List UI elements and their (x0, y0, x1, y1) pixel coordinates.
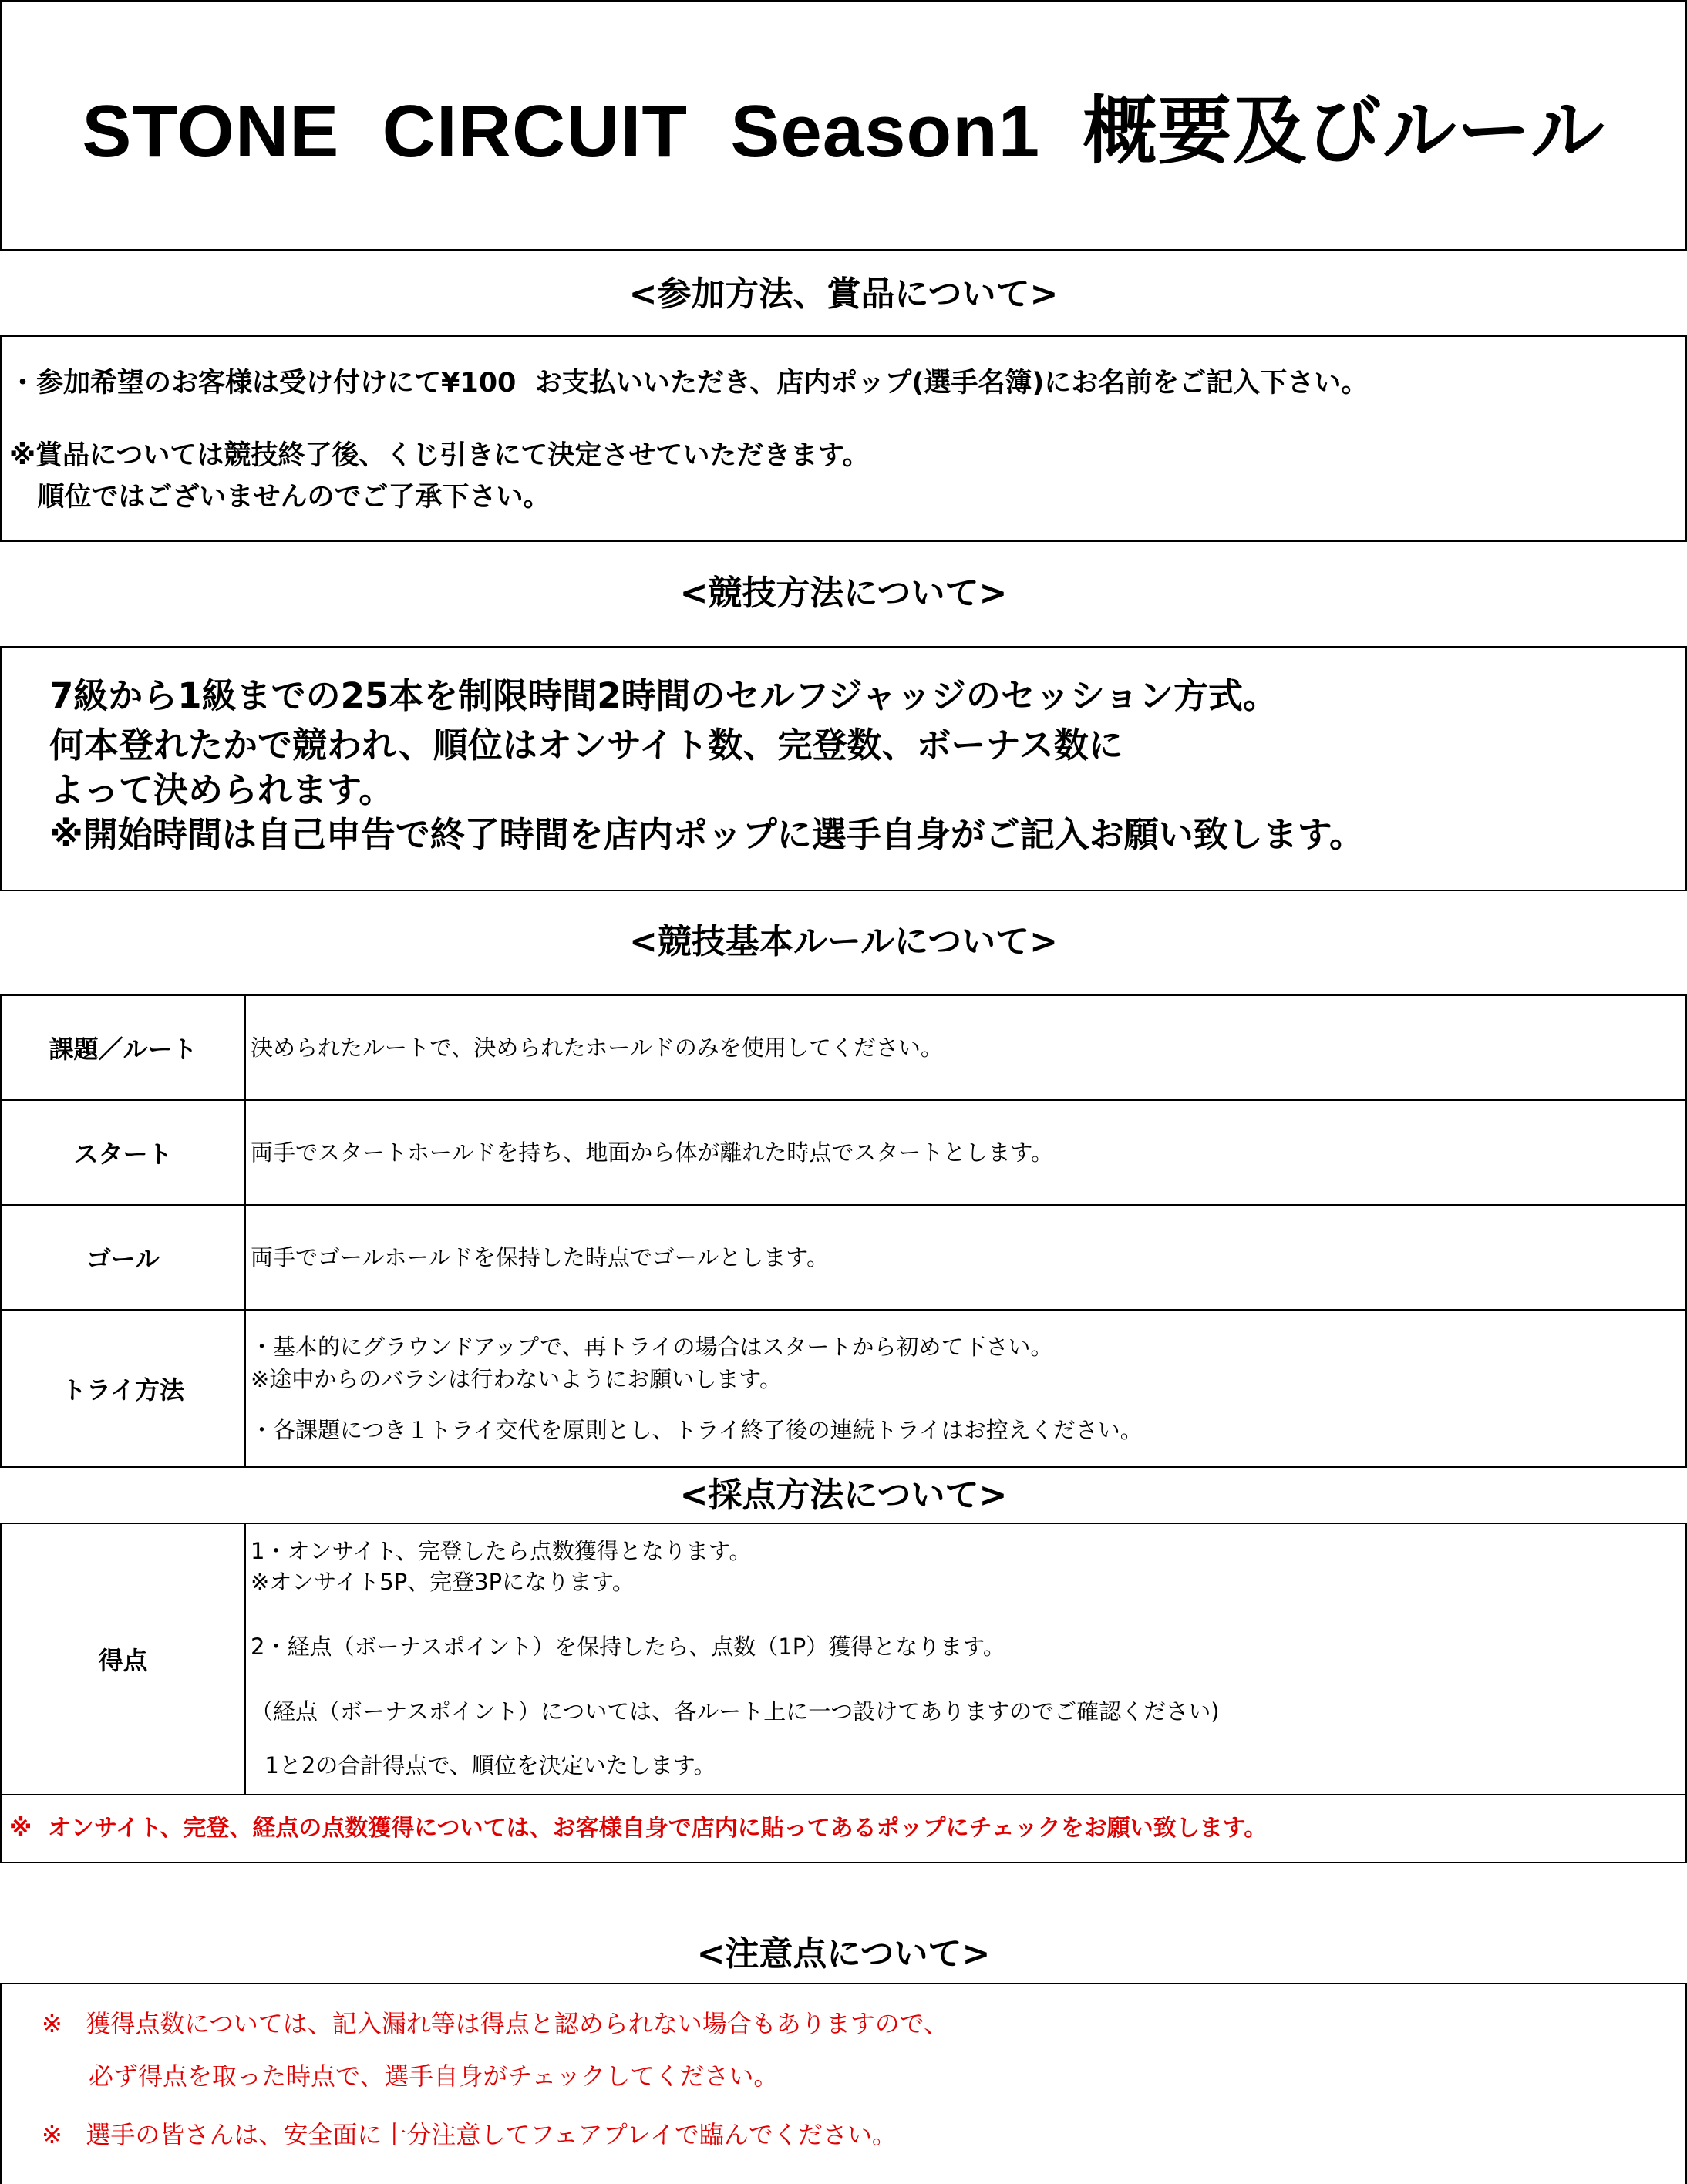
entry-line-3: 順位ではございませんのでご了承下さい。 (9, 482, 551, 513)
rule-desc: ・基本的にグラウンドアップで、再トライの場合はスタートから初めて下さい。 (251, 1334, 1053, 1360)
basic-rules-table (0, 994, 1687, 1468)
method-line-1: 7級から1級までの25本を制限時間2時間のセルフジャッジのセッション方式。 (49, 675, 1278, 716)
rule-row-start (1, 1100, 1686, 1205)
rule-label: 課題／ルート (1, 995, 245, 1100)
method-heading: <競技方法について> (679, 574, 1008, 613)
rule-label: トライ方法 (1, 1310, 245, 1467)
scoring-line: （経点（ボーナスポイント）については、各ルート上に一つ設けてありますのでご確認ください) (251, 1698, 1220, 1725)
rule-desc: 両手でスタートホールドを持ち、地面から体が離れた時点でスタートとします。 (251, 1139, 1054, 1166)
rule-row-try (1, 1310, 1686, 1467)
scoring-table (0, 1523, 1687, 1863)
entry-line-2: ※賞品については競技終了後、くじ引きにて決定させていただきます。 (9, 440, 870, 471)
scoring-note-row (1, 1795, 1686, 1863)
method-line-2: 何本登れたかで競われ、順位はオンサイト数、完登数、ボーナス数に (49, 725, 1123, 766)
cautions-heading: <注意点について> (696, 1934, 991, 1974)
rule-desc: 両手でゴールホールドを保持した時点でゴールとします。 (251, 1244, 829, 1270)
page-title: STONE CIRCUIT Season1 概要及びルール (82, 90, 1605, 173)
scoring-line: 1と2の合計得点で、順位を決定いたします。 (251, 1752, 716, 1778)
entry-box (0, 335, 1687, 542)
rule-label: スタート (1, 1100, 245, 1205)
rule-desc: 決められたルートで、決められたホールドのみを使用してください。 (251, 1035, 943, 1061)
rule-row-route (1, 995, 1686, 1100)
rule-desc-spacer (251, 1395, 1685, 1414)
scoring-note: ※ オンサイト、完登、経点の点数獲得については、お客様自身で店内に貼ってあるポップにチェックをお願い致します。 (9, 1815, 1268, 1842)
rule-desc: ・各課題につき１トライ交代を原則とし、トライ終了後の連続トライはお控えください。 (251, 1417, 1143, 1443)
cautions-box (0, 1983, 1687, 2184)
caution-line-2: 必ず得点を取った時点で、選手自身がチェックしてください。 (42, 2061, 779, 2091)
scoring-line: 1・オンサイト、完登したら点数獲得となります。 (251, 1538, 752, 1564)
method-line-3: よって決められます。 (49, 769, 394, 810)
entry-line-1: ・参加希望のお客様は受け付けにて¥100 お支払いいただき、店内ポップ(選手名簿)にお名前をご記入下さい。 (9, 368, 1369, 399)
scoring-heading: <採点方法について> (679, 1476, 1008, 1515)
caution-line-1: ※ 獲得点数については、記入漏れ等は得点と認められない場合もありますので、 (42, 2009, 949, 2038)
rule-label: ゴール (1, 1205, 245, 1310)
method-box (0, 646, 1687, 891)
scoring-line: 2・経点（ボーナスポイント）を保持したら、点数（1P）獲得となります。 (251, 1634, 1005, 1660)
basic-rules-heading: <競技基本ルールについて> (629, 922, 1058, 961)
scoring-label: 得点 (1, 1523, 245, 1795)
method-line-4: ※開始時間は自己申告で終了時間を店内ポップに選手自身がご記入お願い致します。 (49, 814, 1365, 855)
scoring-row (1, 1523, 1686, 1795)
rule-desc: ※途中からのバラシは行わないようにお願いします。 (251, 1366, 782, 1392)
rule-row-goal (1, 1205, 1686, 1310)
caution-line-3: ※ 選手の皆さんは、安全面に十分注意してフェアプレイで臨んでください。 (42, 2120, 897, 2149)
scoring-line: ※オンサイト5P、完登3Pになります。 (251, 1569, 635, 1595)
title-box (0, 0, 1687, 251)
entry-heading: <参加方法、賞品について> (628, 274, 1059, 314)
